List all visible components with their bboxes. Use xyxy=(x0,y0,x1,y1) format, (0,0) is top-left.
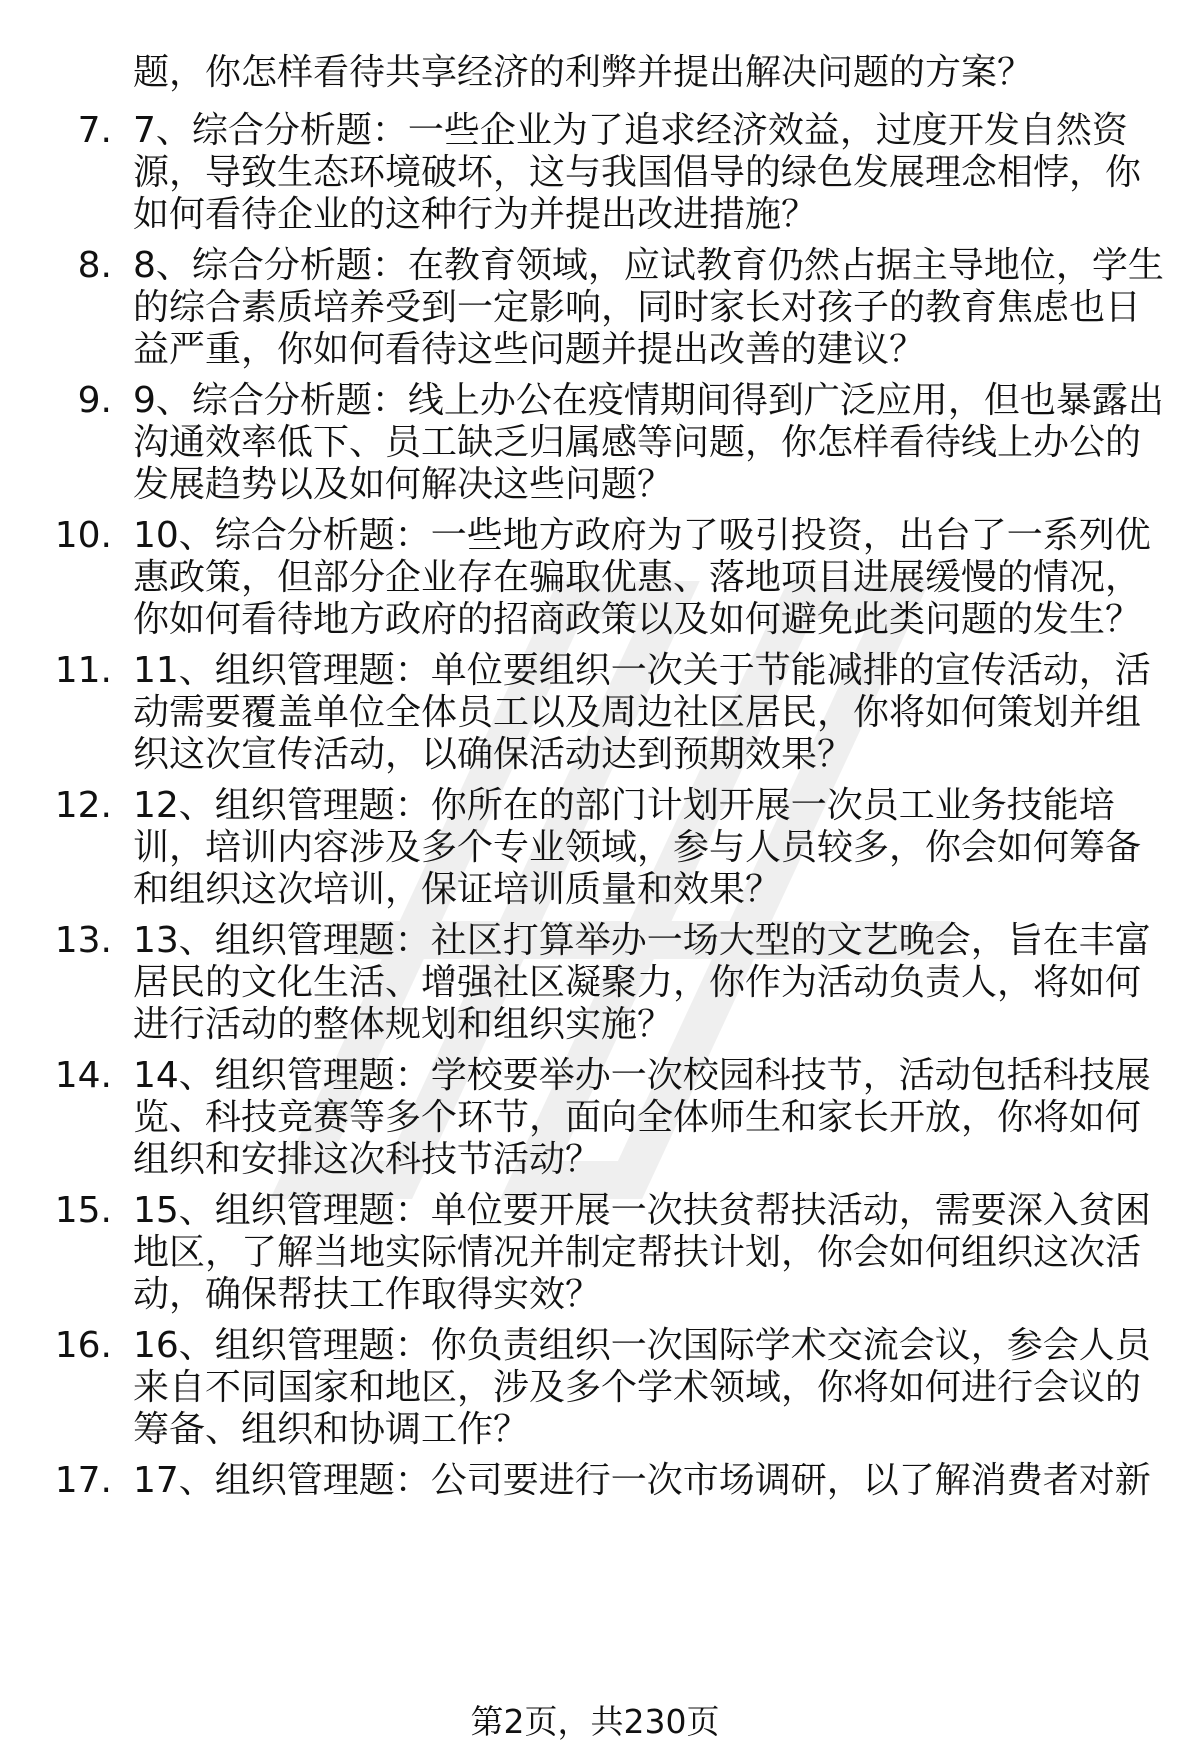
list-number: 17. xyxy=(54,1460,112,1501)
text-line: 来自不同国家和地区，涉及多个学术领域，你将如何进行会议的 xyxy=(133,1367,1142,1408)
text-line: 益严重，你如何看待这些问题并提出改善的建议？ xyxy=(133,329,926,370)
list-number: 12. xyxy=(54,785,112,826)
text-line: 16、组织管理题：你负责组织一次国际学术交流会议，参会人员 xyxy=(133,1325,1151,1366)
text-line: 训，培训内容涉及多个专业领域，参与人员较多，你会如何筹备 xyxy=(133,827,1142,868)
text-line: 动，确保帮扶工作取得实效？ xyxy=(133,1274,602,1315)
question-text xyxy=(133,1460,1151,1502)
text-line: 览、科技竞赛等多个环节，面向全体师生和家长开放，你将如何 xyxy=(133,1097,1142,1138)
question-text xyxy=(133,515,1151,641)
list-number: 16. xyxy=(54,1325,112,1366)
text-line: 11、组织管理题：单位要组织一次关于节能减排的宣传活动，活 xyxy=(133,650,1151,691)
text-line: 源，导致生态环境破坏，这与我国倡导的绿色发展理念相悖，你 xyxy=(133,152,1142,193)
question-text xyxy=(133,1325,1151,1451)
text-line: 地区，了解当地实际情况并制定帮扶计划，你会如何组织这次活 xyxy=(133,1232,1142,1273)
question-text xyxy=(133,1190,1151,1316)
question-text xyxy=(133,920,1151,1046)
text-line: 12、组织管理题：你所在的部门计划开展一次员工业务技能培 xyxy=(133,785,1115,826)
continued-question-line: 题，你怎样看待共享经济的利弊并提出解决问题的方案？ xyxy=(133,52,1034,93)
question-text xyxy=(133,245,1164,371)
text-line: 沟通效率低下、员工缺乏归属感等问题，你怎样看待线上办公的 xyxy=(133,422,1142,463)
question-text xyxy=(133,785,1148,911)
text-line: 惠政策，但部分企业存在骗取优惠、落地项目进展缓慢的情况， xyxy=(133,557,1142,598)
text-line: 的综合素质培养受到一定影响，同时家长对孩子的教育焦虑也日 xyxy=(133,287,1142,328)
text-line: 组织和安排这次科技节活动？ xyxy=(133,1139,602,1180)
text-line: 动需要覆盖单位全体员工以及周边社区居民，你将如何策划并组 xyxy=(133,692,1142,733)
text-line: 15、组织管理题：单位要开展一次扶贫帮扶活动，需要深入贫困 xyxy=(133,1190,1151,1231)
page-number-footer: 第2页，共230页 xyxy=(470,1702,720,1741)
text-line: 发展趋势以及如何解决这些问题？ xyxy=(133,464,674,505)
list-number: 14. xyxy=(54,1055,112,1096)
question-text xyxy=(133,380,1164,506)
text-line: 筹备、组织和协调工作？ xyxy=(133,1409,530,1450)
text-line: 17、组织管理题：公司要进行一次市场调研，以了解消费者对新 xyxy=(133,1460,1151,1501)
list-number: 9. xyxy=(77,380,112,421)
list-number: 8. xyxy=(77,245,112,286)
text-line: 7、综合分析题：一些企业为了追求经济效益，过度开发自然资 xyxy=(133,110,1128,151)
text-line: 13、组织管理题：社区打算举办一场大型的文艺晚会，旨在丰富 xyxy=(133,920,1151,961)
text-line: 和组织这次培训，保证培训质量和效果？ xyxy=(133,869,782,910)
question-text xyxy=(133,110,1148,236)
question-text xyxy=(133,650,1151,776)
list-number: 13. xyxy=(54,920,112,961)
text-line: 8、综合分析题：在教育领域，应试教育仍然占据主导地位，学生 xyxy=(133,245,1164,286)
question-text xyxy=(133,1055,1151,1181)
list-number: 7. xyxy=(77,110,112,151)
list-number: 10. xyxy=(54,515,112,556)
text-line: 10、综合分析题：一些地方政府为了吸引投资，出台了一系列优 xyxy=(133,515,1151,556)
list-number: 11. xyxy=(54,650,112,691)
list-number: 15. xyxy=(54,1190,112,1231)
text-line: 你如何看待地方政府的招商政策以及如何避免此类问题的发生？ xyxy=(133,599,1142,640)
text-line: 如何看待企业的这种行为并提出改进措施？ xyxy=(133,194,818,235)
text-line: 9、综合分析题：线上办公在疫情期间得到广泛应用，但也暴露出 xyxy=(133,380,1164,421)
text-line: 居民的文化生活、增强社区凝聚力，你作为活动负责人，将如何 xyxy=(133,962,1142,1003)
text-line: 14、组织管理题：学校要举办一次校园科技节，活动包括科技展 xyxy=(133,1055,1151,1096)
text-line: 进行活动的整体规划和组织实施？ xyxy=(133,1004,674,1045)
text-line: 织这次宣传活动，以确保活动达到预期效果？ xyxy=(133,734,854,775)
